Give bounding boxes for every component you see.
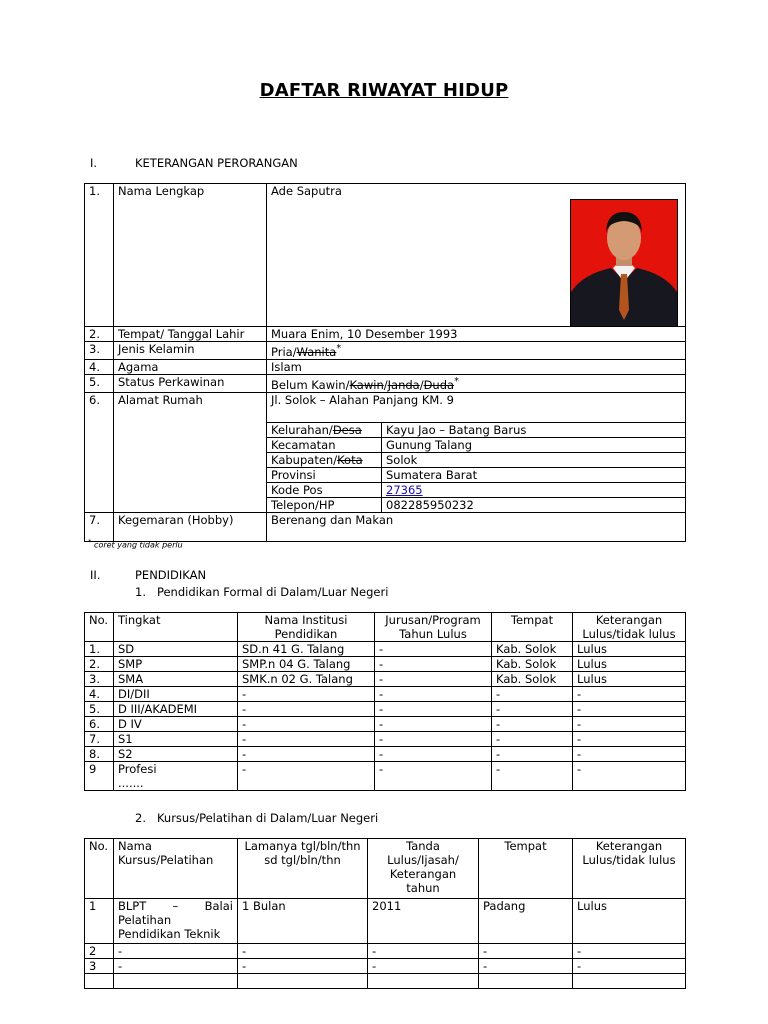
cell: Padang (479, 899, 573, 944)
cell: Lulus (573, 642, 686, 657)
column-header: No. (85, 839, 114, 899)
cell: Profesi ....... (114, 762, 238, 791)
gender-value: Pria/Wanita* (267, 342, 686, 360)
section-1-title: KETERANGAN PERORANGAN (135, 156, 298, 170)
row-number: 1. (85, 184, 114, 327)
cell: DI/DII (114, 687, 238, 702)
cell: - (573, 762, 686, 791)
document-title: DAFTAR RIWAYAT HIDUP (259, 80, 509, 101)
cell: - (479, 944, 573, 959)
table-row (85, 899, 686, 944)
address-sublabel: Telepon/HP (267, 497, 382, 512)
cell: - (573, 717, 686, 732)
cell: SD.n 41 G. Talang (238, 642, 375, 657)
section-2-number: II. (90, 568, 101, 582)
table-row (85, 959, 686, 974)
cell: Lulus (573, 672, 686, 687)
postal-code-link[interactable]: 27365 (382, 482, 686, 497)
table-row (85, 672, 686, 687)
cell: 5. (85, 702, 114, 717)
cell: - (238, 687, 375, 702)
full-name-value: Ade Saputra (267, 184, 686, 327)
cell: SMP (114, 657, 238, 672)
cell: - (114, 959, 238, 974)
cell: - (375, 672, 492, 687)
cell (479, 974, 573, 989)
cell: - (375, 702, 492, 717)
column-header: Nama Institusi Pendidikan (238, 613, 375, 642)
cell: - (238, 717, 375, 732)
cell: - (238, 702, 375, 717)
birth-value: Muara Enim, 10 Desember 1993 (267, 327, 686, 342)
phone-value: 082285950232 (382, 497, 686, 512)
cell: - (375, 732, 492, 747)
hobby-value: Berenang dan Makan (267, 512, 686, 541)
strike-footnote: * coret yang tidak perlu (88, 538, 183, 550)
table-row (85, 944, 686, 959)
cell: - (375, 687, 492, 702)
cell (368, 974, 479, 989)
section-2-title: PENDIDIKAN (135, 568, 207, 582)
courses-heading: 2. Kursus/Pelatihan di Dalam/Luar Negeri (135, 811, 379, 825)
field-label: Agama (114, 359, 267, 374)
address-sublabel: Kecamatan (267, 437, 382, 452)
cell: - (573, 959, 686, 974)
cell: - (114, 944, 238, 959)
table-row (85, 717, 686, 732)
row-number: 6. (85, 392, 114, 512)
column-header: Nama Kursus/Pelatihan (114, 839, 238, 899)
profile-photo (570, 199, 678, 327)
address-value: Jl. Solok – Alahan Panjang KM. 9 (267, 392, 686, 422)
field-label: Nama Lengkap (114, 184, 267, 327)
formal-education-heading: 1. Pendidikan Formal di Dalam/Luar Negeri (135, 585, 389, 599)
cell (114, 974, 238, 989)
cell: S1 (114, 732, 238, 747)
cell: - (368, 959, 479, 974)
cell: - (492, 717, 573, 732)
table-row (85, 657, 686, 672)
cell: - (492, 762, 573, 791)
address-sublabel: Kode Pos (267, 482, 382, 497)
cell: 3. (85, 672, 114, 687)
table-row (85, 762, 686, 791)
row-number: 4. (85, 359, 114, 374)
cell: Kab. Solok (492, 672, 573, 687)
cell: 1. (85, 642, 114, 657)
table-header-row (85, 613, 686, 642)
cell: - (368, 944, 479, 959)
cell: - (573, 944, 686, 959)
cell: D III/AKADEMI (114, 702, 238, 717)
district-value: Gunung Talang (382, 437, 686, 452)
column-header: Keterangan Lulus/tidak lulus (573, 839, 686, 899)
row-number: 7. (85, 512, 114, 541)
cell: - (492, 702, 573, 717)
table-row (85, 642, 686, 657)
cell: - (238, 944, 368, 959)
column-header: Lamanya tgl/bln/thn sd tgl/bln/thn (238, 839, 368, 899)
cell: - (375, 657, 492, 672)
cell: 2 (85, 944, 114, 959)
cell: - (375, 747, 492, 762)
address-sublabel: Kabupaten/Kota (267, 452, 382, 467)
cell: - (375, 762, 492, 791)
cell: 2. (85, 657, 114, 672)
cell: - (238, 762, 375, 791)
cell: 4. (85, 687, 114, 702)
cell: - (573, 702, 686, 717)
cell: Lulus (573, 657, 686, 672)
column-header: Tempat (479, 839, 573, 899)
cell: - (573, 732, 686, 747)
cell: S2 (114, 747, 238, 762)
cell: 7. (85, 732, 114, 747)
cell: 8. (85, 747, 114, 762)
field-label: Alamat Rumah (114, 392, 267, 512)
address-sublabel: Provinsi (267, 467, 382, 482)
cell: - (238, 732, 375, 747)
cell (238, 974, 368, 989)
cell: SMK.n 02 G. Talang (238, 672, 375, 687)
regency-value: Solok (382, 452, 686, 467)
cell (573, 974, 686, 989)
table-row (85, 747, 686, 762)
cell: SMA (114, 672, 238, 687)
cell: 2011 (368, 899, 479, 944)
cell: 9 (85, 762, 114, 791)
cell: D IV (114, 717, 238, 732)
field-label: Jenis Kelamin (114, 342, 267, 360)
section-1-number: I. (90, 156, 98, 170)
village-value: Kayu Jao – Batang Barus (382, 422, 686, 437)
field-label: Kegemaran (Hobby) (114, 512, 267, 541)
row-number: 3. (85, 342, 114, 360)
cell: - (492, 687, 573, 702)
cell: Kab. Solok (492, 657, 573, 672)
cell: Lulus (573, 899, 686, 944)
cell: - (238, 959, 368, 974)
cell: SD (114, 642, 238, 657)
field-label: Status Perkawinan (114, 374, 267, 392)
cell: - (375, 642, 492, 657)
cell: - (479, 959, 573, 974)
cell: 1 (85, 899, 114, 944)
cell: - (375, 717, 492, 732)
cell: - (492, 732, 573, 747)
table-header-row (85, 839, 686, 899)
cell: - (573, 687, 686, 702)
cell: 1 Bulan (238, 899, 368, 944)
formal-education-table (84, 612, 686, 791)
religion-value: Islam (267, 359, 686, 374)
column-header: Keterangan Lulus/tidak lulus (573, 613, 686, 642)
province-value: Sumatera Barat (382, 467, 686, 482)
row-number: 2. (85, 327, 114, 342)
marital-value: Belum Kawin/Kawin/Janda/Duda* (267, 374, 686, 392)
cell (85, 974, 114, 989)
column-header: Jurusan/Program Tahun Lulus (375, 613, 492, 642)
courses-table (84, 838, 686, 989)
column-header: Tingkat (114, 613, 238, 642)
cell: Kab. Solok (492, 642, 573, 657)
cell: SMP.n 04 G. Talang (238, 657, 375, 672)
cell: - (238, 747, 375, 762)
address-sublabel: Kelurahan/Desa (267, 422, 382, 437)
cell: 3 (85, 959, 114, 974)
column-header: Tempat (492, 613, 573, 642)
column-header: No. (85, 613, 114, 642)
field-label: Tempat/ Tanggal Lahir (114, 327, 267, 342)
table-row (85, 732, 686, 747)
cell: - (492, 747, 573, 762)
table-row (85, 702, 686, 717)
table-row (85, 687, 686, 702)
table-row (85, 974, 686, 989)
cell: - (573, 747, 686, 762)
cell: BLPT – Balai Pelatihan Pendidikan Teknik (114, 899, 238, 944)
row-number: 5. (85, 374, 114, 392)
column-header: Tanda Lulus/Ijasah/ Keterangan tahun (368, 839, 479, 899)
cell: 6. (85, 717, 114, 732)
